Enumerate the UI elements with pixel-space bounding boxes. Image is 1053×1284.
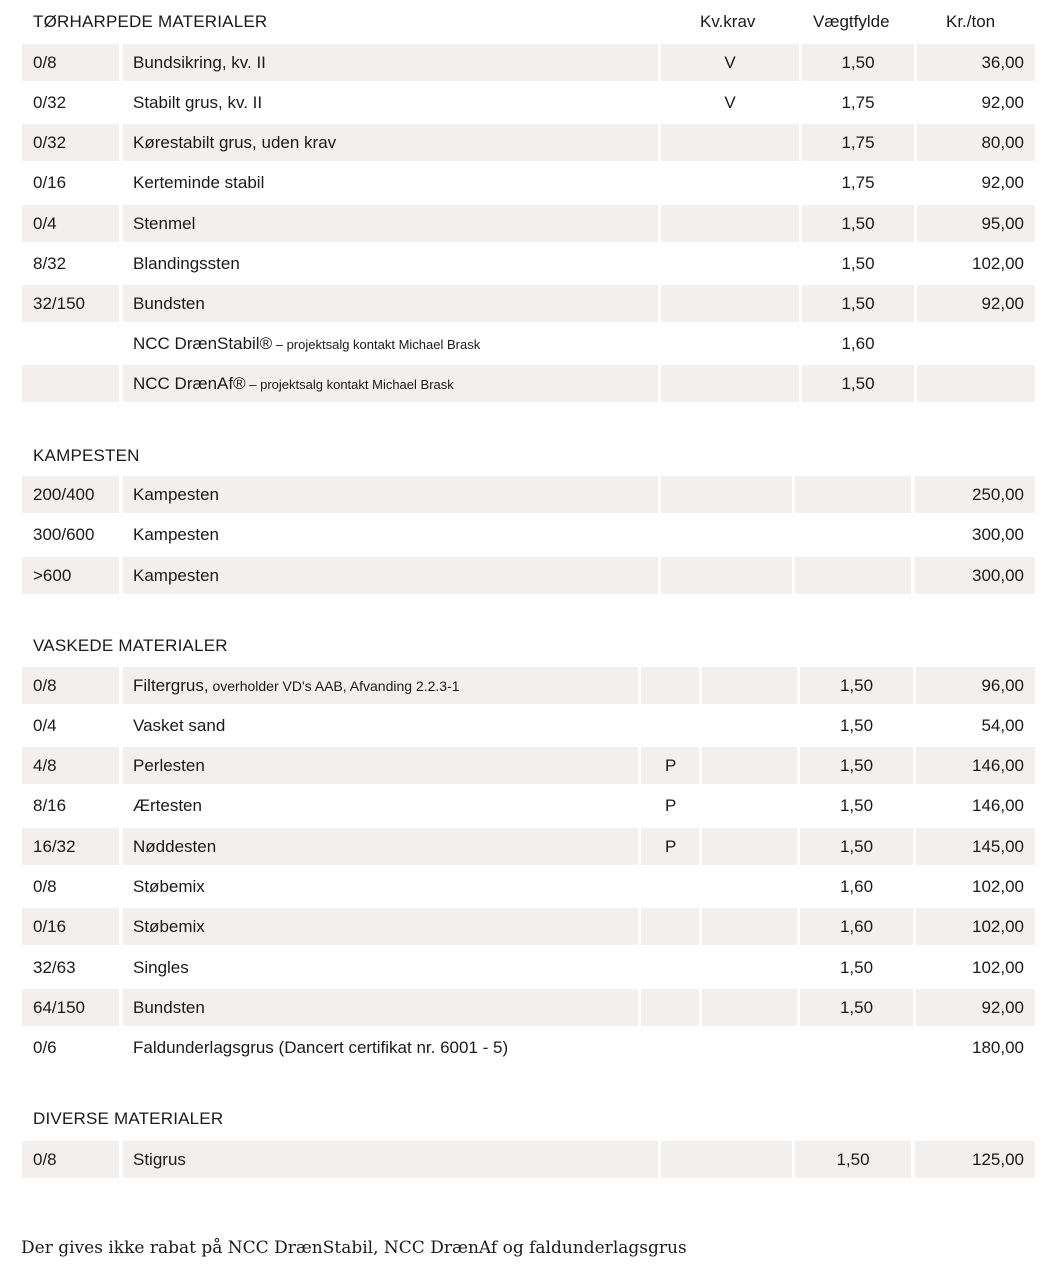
- size-cell: 64/150: [22, 989, 119, 1026]
- table-row: [22, 516, 1035, 553]
- table-row: [22, 908, 1035, 945]
- table-row: [22, 476, 1035, 513]
- column-header-price: Kr./ton: [946, 12, 996, 31]
- kvkrav-cell: [661, 124, 799, 161]
- name-cell: [123, 365, 658, 402]
- price-cell: 92,00: [916, 989, 1035, 1026]
- empty-cell: [702, 787, 797, 824]
- property-cell: [641, 707, 699, 744]
- name-cell: Kampesten: [133, 525, 219, 544]
- empty-cell: [702, 868, 797, 905]
- material-name: Blandingssten: [133, 254, 240, 273]
- property-cell: [641, 1029, 699, 1066]
- material-name: NCC DrænStabil®: [133, 334, 273, 353]
- name-cell: [123, 164, 658, 201]
- material-name: Ærtesten: [133, 796, 202, 815]
- property-cell: P: [641, 828, 699, 865]
- size-cell: 32/63: [33, 958, 76, 977]
- property-cell: [641, 667, 699, 704]
- table-row: [22, 245, 1035, 282]
- table-row: [22, 828, 1035, 865]
- name-cell: [123, 908, 638, 945]
- size-cell: 300/600: [33, 525, 95, 544]
- price-cell: 102,00: [972, 958, 1024, 977]
- size-cell: 8/32: [33, 254, 67, 273]
- material-note: overholder VD's AAB, Afvanding 2.2.3-1: [208, 678, 460, 694]
- price-cell: 92,00: [981, 93, 1024, 112]
- kvkrav-cell: [661, 285, 799, 322]
- weight-cell: 1,50: [841, 254, 875, 273]
- material-name: Kerteminde stabil: [133, 173, 265, 192]
- property-cell: P: [641, 747, 699, 784]
- empty-cell: [702, 908, 797, 945]
- price-cell: 146,00: [916, 747, 1035, 784]
- empty-cell: [661, 476, 792, 513]
- empty-cell: [702, 667, 797, 704]
- size-cell: 4/8: [22, 747, 119, 784]
- price-cell: 54,00: [981, 716, 1024, 735]
- table-row: [22, 325, 1035, 362]
- name-cell: [123, 245, 658, 282]
- name-cell: [123, 124, 658, 161]
- size-cell: 0/8: [22, 667, 119, 704]
- section-title-kampesten: KAMPESTEN: [33, 446, 140, 465]
- table-row: [22, 1141, 1035, 1178]
- price-cell: 102,00: [916, 908, 1035, 945]
- weight-cell: 1,60: [841, 334, 875, 353]
- kvkrav-cell: [661, 245, 799, 282]
- empty-cell: [702, 828, 797, 865]
- table-row: [22, 84, 1035, 121]
- name-cell: [123, 325, 658, 362]
- size-cell: 0/16: [33, 173, 67, 192]
- size-cell: 8/16: [33, 796, 67, 815]
- material-name: Kørestabilt grus, uden krav: [133, 133, 337, 152]
- material-name: Bundsten: [133, 998, 205, 1017]
- material-name: Faldunderlagsgrus (Dancert certifikat nr. 6001 - 5): [133, 1038, 509, 1057]
- name-cell: [123, 44, 658, 81]
- size-cell: 0/32: [22, 124, 119, 161]
- price-cell: 96,00: [916, 667, 1035, 704]
- price-cell: 36,00: [917, 44, 1035, 81]
- property-cell: [641, 908, 699, 945]
- size-cell: [22, 325, 119, 362]
- weight-cell: 1,50: [802, 285, 914, 322]
- table-row: [22, 868, 1035, 905]
- weight-cell: 1,75: [802, 124, 914, 161]
- size-cell: 0/8: [22, 44, 119, 81]
- price-cell: 92,00: [981, 173, 1024, 192]
- table-row: [22, 747, 1035, 784]
- column-header-vaegtfylde: Vægtfylde: [813, 12, 890, 31]
- name-cell: [123, 84, 658, 121]
- weight-cell: 1,50: [839, 716, 874, 735]
- weight-cell: 1,60: [839, 877, 874, 896]
- empty-cell: [702, 707, 797, 744]
- empty-cell: [661, 516, 792, 553]
- size-cell: 200/400: [22, 476, 119, 513]
- material-name: Bundsten: [133, 294, 205, 313]
- weight-cell: 1,50: [800, 828, 913, 865]
- table-row: [22, 285, 1035, 322]
- price-cell: 92,00: [917, 285, 1035, 322]
- price-cell: [917, 365, 1035, 402]
- material-note: – projektsalg kontakt Michael Brask: [272, 337, 481, 352]
- material-name: NCC DrænAf®: [133, 374, 246, 393]
- material-name: Støbemix: [133, 917, 205, 936]
- name-cell: [123, 868, 638, 905]
- kvkrav-cell: V: [724, 93, 736, 112]
- weight-cell: 1,75: [841, 173, 875, 192]
- price-cell: 125,00: [915, 1141, 1035, 1178]
- size-cell: 0/8: [33, 877, 57, 896]
- empty-cell: [702, 989, 797, 1026]
- size-cell: 0/6: [33, 1038, 57, 1057]
- price-cell: 180,00: [972, 1038, 1024, 1057]
- weight-cell: 1,75: [841, 93, 875, 112]
- name-cell: [123, 747, 638, 784]
- weight-cell: [800, 1029, 913, 1066]
- weight-cell: 1,50: [800, 747, 913, 784]
- size-cell: 0/16: [22, 908, 119, 945]
- empty-cell: [795, 516, 911, 553]
- weight-cell: 1,50: [802, 44, 914, 81]
- empty-cell: [702, 1029, 797, 1066]
- material-note: – projektsalg kontakt Michael Brask: [245, 377, 454, 392]
- weight-cell: 1,50: [800, 667, 913, 704]
- size-cell: >600: [22, 557, 119, 594]
- price-cell: 145,00: [916, 828, 1035, 865]
- size-cell: 0/4: [22, 205, 119, 242]
- price-cell: 300,00: [915, 557, 1035, 594]
- table-row: [22, 557, 1035, 594]
- name-cell: [123, 1029, 638, 1066]
- name-cell: [123, 707, 638, 744]
- table-row: [22, 667, 1035, 704]
- material-name: Nøddesten: [133, 837, 217, 856]
- property-cell: P: [665, 796, 677, 815]
- size-cell: 0/32: [33, 93, 67, 112]
- price-cell: 102,00: [972, 877, 1024, 896]
- material-name: Bundsikring, kv. II: [133, 53, 266, 72]
- size-cell: 0/8: [22, 1141, 119, 1178]
- weight-cell: 1,50: [802, 205, 914, 242]
- property-cell: [641, 949, 699, 986]
- material-name: Stabilt grus, kv. II: [133, 93, 263, 112]
- name-cell: [123, 667, 638, 704]
- name-cell: [123, 285, 658, 322]
- section-title-diverse: DIVERSE MATERIALER: [33, 1109, 224, 1128]
- empty-cell: [795, 557, 911, 594]
- price-cell: 300,00: [972, 525, 1024, 544]
- table-row: [22, 989, 1035, 1026]
- weight-cell: 1,50: [839, 796, 874, 815]
- table-row: [22, 1029, 1035, 1066]
- table-row: [22, 787, 1035, 824]
- weight-cell: 1,60: [800, 908, 913, 945]
- empty-cell: [702, 949, 797, 986]
- name-cell: Kampesten: [123, 476, 658, 513]
- empty-cell: [661, 557, 792, 594]
- empty-cell: [795, 476, 911, 513]
- material-name: Perlesten: [133, 756, 205, 775]
- size-cell: 16/32: [22, 828, 119, 865]
- table-row: [22, 949, 1035, 986]
- weight-cell: 1,50: [839, 958, 874, 977]
- weight-cell: 1,50: [795, 1141, 911, 1178]
- material-name: Filtergrus,: [133, 676, 209, 695]
- weight-cell: 1,50: [800, 989, 913, 1026]
- weight-cell: 1,50: [802, 365, 914, 402]
- table-row: [22, 44, 1035, 81]
- footer-note: Der gives ikke rabat på NCC DrænStabil, NCC DrænAf og faldunderlagsgrus: [21, 1238, 687, 1258]
- price-cell: 80,00: [917, 124, 1035, 161]
- kvkrav-cell: [661, 325, 799, 362]
- material-name: Vasket sand: [133, 716, 226, 735]
- table-row: [22, 205, 1035, 242]
- size-cell: 32/150: [22, 285, 119, 322]
- kvkrav-cell: [661, 365, 799, 402]
- price-cell: 95,00: [917, 205, 1035, 242]
- price-cell: 250,00: [915, 476, 1035, 513]
- property-cell: [641, 868, 699, 905]
- section-title-vaskede: VASKEDE MATERIALER: [33, 636, 228, 655]
- name-cell: [123, 989, 638, 1026]
- name-cell: Stigrus: [123, 1141, 658, 1178]
- name-cell: [123, 828, 638, 865]
- name-cell: [123, 205, 658, 242]
- name-cell: [123, 787, 638, 824]
- name-cell: [123, 949, 638, 986]
- property-cell: [641, 989, 699, 1026]
- section-title-torharpede: TØRHARPEDE MATERIALER: [33, 12, 268, 31]
- price-cell: [917, 325, 1035, 362]
- material-name: Singles: [133, 958, 189, 977]
- column-header-kvkrav: Kv.krav: [700, 12, 756, 31]
- table-row: [22, 124, 1035, 161]
- empty-cell: [661, 1141, 792, 1178]
- name-cell: Kampesten: [123, 557, 658, 594]
- kvkrav-cell: [661, 205, 799, 242]
- material-name: Stenmel: [133, 214, 196, 233]
- size-cell: 0/4: [33, 716, 57, 735]
- empty-cell: [702, 747, 797, 784]
- table-row: [22, 365, 1035, 402]
- price-cell: 102,00: [972, 254, 1024, 273]
- table-row: [22, 707, 1035, 744]
- kvkrav-cell: V: [661, 44, 799, 81]
- size-cell: [22, 365, 119, 402]
- material-name: Støbemix: [133, 877, 205, 896]
- kvkrav-cell: [661, 164, 799, 201]
- table-row: [22, 164, 1035, 201]
- price-cell: 146,00: [972, 796, 1024, 815]
